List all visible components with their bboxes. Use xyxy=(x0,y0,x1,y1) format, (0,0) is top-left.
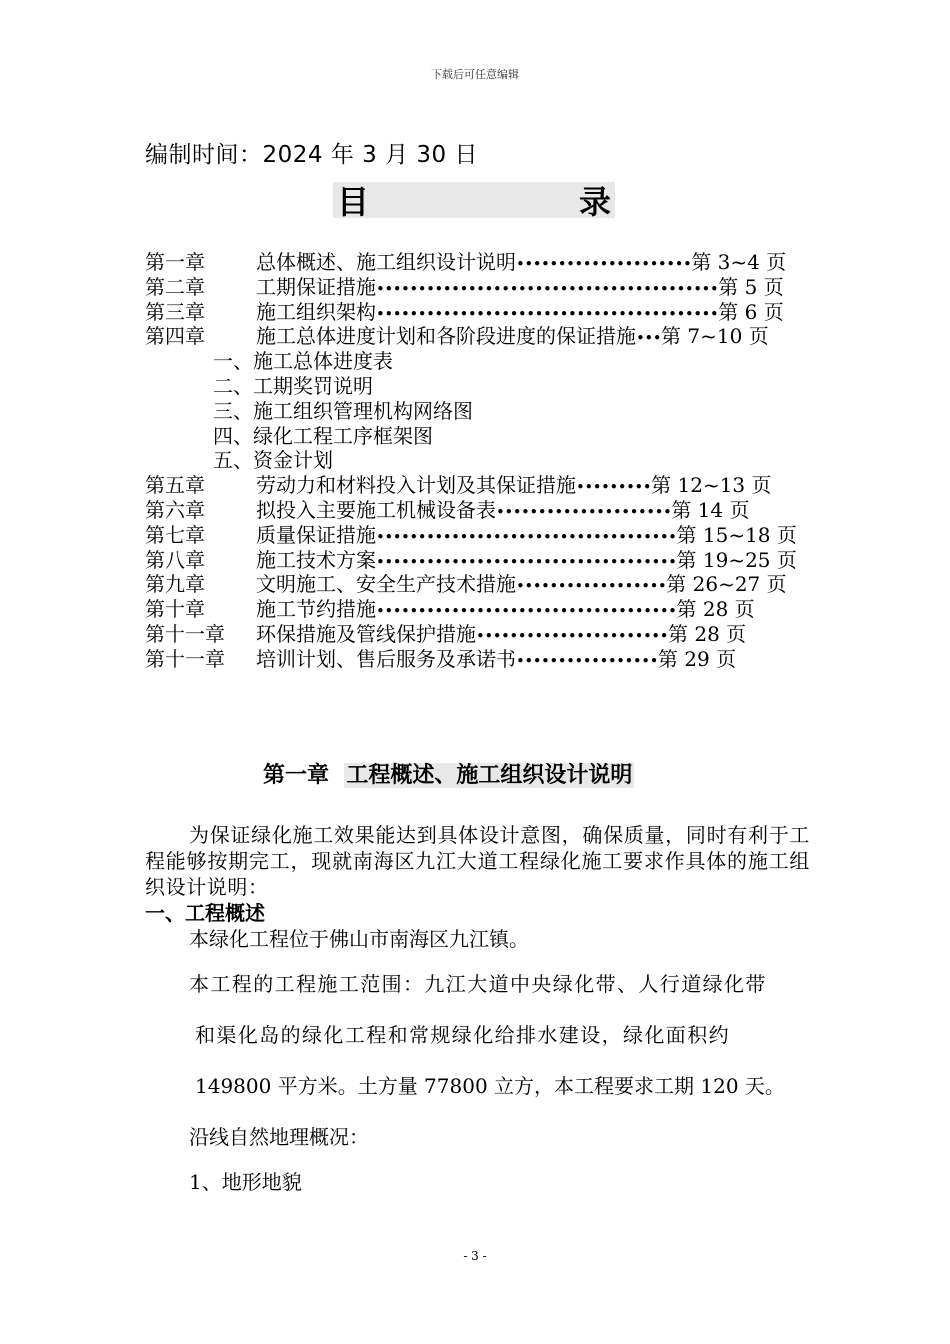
toc-chapter: 第九章 xyxy=(145,572,205,597)
toc-name: 环保措施及管线保护措施 xyxy=(256,621,476,646)
compile-date: 编制时间：2024 年 3 月 30 日 xyxy=(145,142,478,168)
toc-chapter: 第十一章 xyxy=(145,621,225,646)
toc-name: 施工总体进度计划和各阶段进度的保证措施 xyxy=(256,324,636,349)
toc-subentry[interactable] xyxy=(145,424,825,449)
toc-page: 第 28 页 xyxy=(676,597,755,622)
body-paragraph: 沿线自然地理概况： xyxy=(189,1125,369,1149)
toc-name: 施工节约措施 xyxy=(256,597,376,622)
toc-leader: ••••••••••••••••• xyxy=(516,651,658,670)
toc-page: 第 28 页 xyxy=(668,621,747,646)
toc-chapter: 第四章 xyxy=(145,324,205,349)
toc-page: 第 15~18 页 xyxy=(676,522,797,547)
toc-page: 第 5 页 xyxy=(718,274,784,299)
toc-page: 第 29 页 xyxy=(657,646,737,671)
toc-page: 第 7~10 页 xyxy=(661,324,769,349)
toc-name: 工期保证措施 xyxy=(256,274,376,299)
toc-subentry-label: 四、绿化工程工序框架图 xyxy=(213,423,433,448)
toc-subentry[interactable] xyxy=(145,399,825,424)
toc-entry[interactable] xyxy=(145,250,825,275)
toc-leader: ••••••••••••••••••••• xyxy=(496,502,672,521)
toc-chapter: 第八章 xyxy=(145,547,205,572)
toc-page: 第 19~25 页 xyxy=(676,547,797,572)
toc-name: 培训计划、售后服务及承诺书 xyxy=(256,646,516,671)
toc-entry[interactable] xyxy=(145,647,825,672)
toc-page: 第 26~27 页 xyxy=(666,572,787,597)
toc-entry[interactable] xyxy=(145,597,825,622)
toc-entry[interactable] xyxy=(145,622,825,647)
body-paragraph: 1、地形地貌 xyxy=(189,1170,302,1194)
toc-leader: •••••••••••••••••••••••••••••••••••• xyxy=(376,602,677,621)
toc-name: 文明施工、安全生产技术措施 xyxy=(256,572,516,597)
page-number: - 3 - xyxy=(463,1249,487,1263)
chapter-label: 第一章 xyxy=(263,763,330,788)
toc-name: 劳动力和材料投入计划及其保证措施 xyxy=(256,473,576,498)
table-of-contents xyxy=(145,250,825,672)
toc-entry[interactable] xyxy=(145,572,825,597)
body-paragraph-line: 和渠化岛的绿化工程和常规绿化给排水建设，绿化面积约 xyxy=(195,1023,730,1047)
toc-leader: ••••••••••••••••••••••• xyxy=(476,626,668,645)
section-heading: 一、工程概述 xyxy=(145,901,265,925)
toc-page: 第 12~13 页 xyxy=(651,473,772,498)
toc-chapter: 第一章 xyxy=(145,250,205,274)
toc-subentry-label: 二、工期奖罚说明 xyxy=(213,373,373,398)
body-paragraph-line: 本工程的工程施工范围：九江大道中央绿化带、人行道绿化带 xyxy=(189,972,767,996)
toc-leader: •••••••••••••••••• xyxy=(516,577,667,596)
toc-page: 第 14 页 xyxy=(671,497,750,522)
intro-paragraph: 为保证绿化施工效果能达到具体设计意图，确保质量，同时有利于工程能够按期完工，现就南海区九江大道工程绿化施工要求作具体的施工组织设计说明： xyxy=(145,823,810,899)
toc-leader: ••••••••••••••••••••• xyxy=(516,255,692,273)
toc-leader: ••••••••••••••••••••••••••••••••••••••••• xyxy=(376,304,719,323)
chapter-title: 工程概述、施工组织设计说明 xyxy=(346,763,633,788)
toc-subentry[interactable] xyxy=(145,349,825,374)
toc-name: 施工组织架构 xyxy=(256,299,376,324)
toc-leader: ••••••••• xyxy=(576,478,652,497)
toc-chapter: 第五章 xyxy=(145,473,205,498)
toc-name: 施工技术方案 xyxy=(256,547,376,572)
toc-chapter: 第六章 xyxy=(145,497,205,522)
toc-subentry[interactable] xyxy=(145,374,825,399)
toc-chapter: 第三章 xyxy=(145,299,205,324)
toc-leader: ••••••••••••••••••••••••••••••••••••••••• xyxy=(376,279,719,298)
toc-entry[interactable] xyxy=(145,473,825,498)
toc-title-left: 目 xyxy=(337,183,370,221)
toc-title xyxy=(333,182,615,221)
toc-leader: •••••••••••••••••••••••••••••••••••• xyxy=(376,527,677,546)
toc-subentry[interactable] xyxy=(145,448,825,473)
body-paragraph-line: 149800 平方米。土方量 77800 立方，本工程要求工期 120 天。 xyxy=(195,1074,785,1098)
toc-chapter: 第二章 xyxy=(145,274,205,299)
toc-leader: ••• xyxy=(636,329,662,348)
toc-entry[interactable] xyxy=(145,523,825,548)
toc-entry[interactable] xyxy=(145,300,825,325)
toc-title-right: 录 xyxy=(578,183,611,221)
toc-leader: •••••••••••••••••••••••••••••••••••• xyxy=(376,552,677,571)
chapter-heading xyxy=(263,758,634,789)
toc-entry[interactable] xyxy=(145,275,825,300)
toc-page: 第 6 页 xyxy=(718,299,784,324)
toc-chapter: 第十一章 xyxy=(145,646,225,671)
toc-page: 第 3~4 页 xyxy=(691,250,787,274)
toc-chapter: 第七章 xyxy=(145,522,205,547)
toc-subentry-label: 一、施工总体进度表 xyxy=(213,349,393,374)
toc-subentry-label: 五、资金计划 xyxy=(213,448,333,473)
toc-entry[interactable] xyxy=(145,548,825,573)
toc-chapter: 第十章 xyxy=(145,597,205,622)
body-paragraph: 本绿化工程位于佛山市南海区九江镇。 xyxy=(189,927,529,951)
toc-entry[interactable] xyxy=(145,324,825,349)
toc-name: 总体概述、施工组织设计说明 xyxy=(256,250,516,274)
header-note: 下载后可任意编辑 xyxy=(431,68,519,81)
toc-name: 质量保证措施 xyxy=(256,522,376,547)
toc-name: 拟投入主要施工机械设备表 xyxy=(256,497,496,522)
toc-subentry-label: 三、施工组织管理机构网络图 xyxy=(213,398,473,423)
toc-entry[interactable] xyxy=(145,498,825,523)
